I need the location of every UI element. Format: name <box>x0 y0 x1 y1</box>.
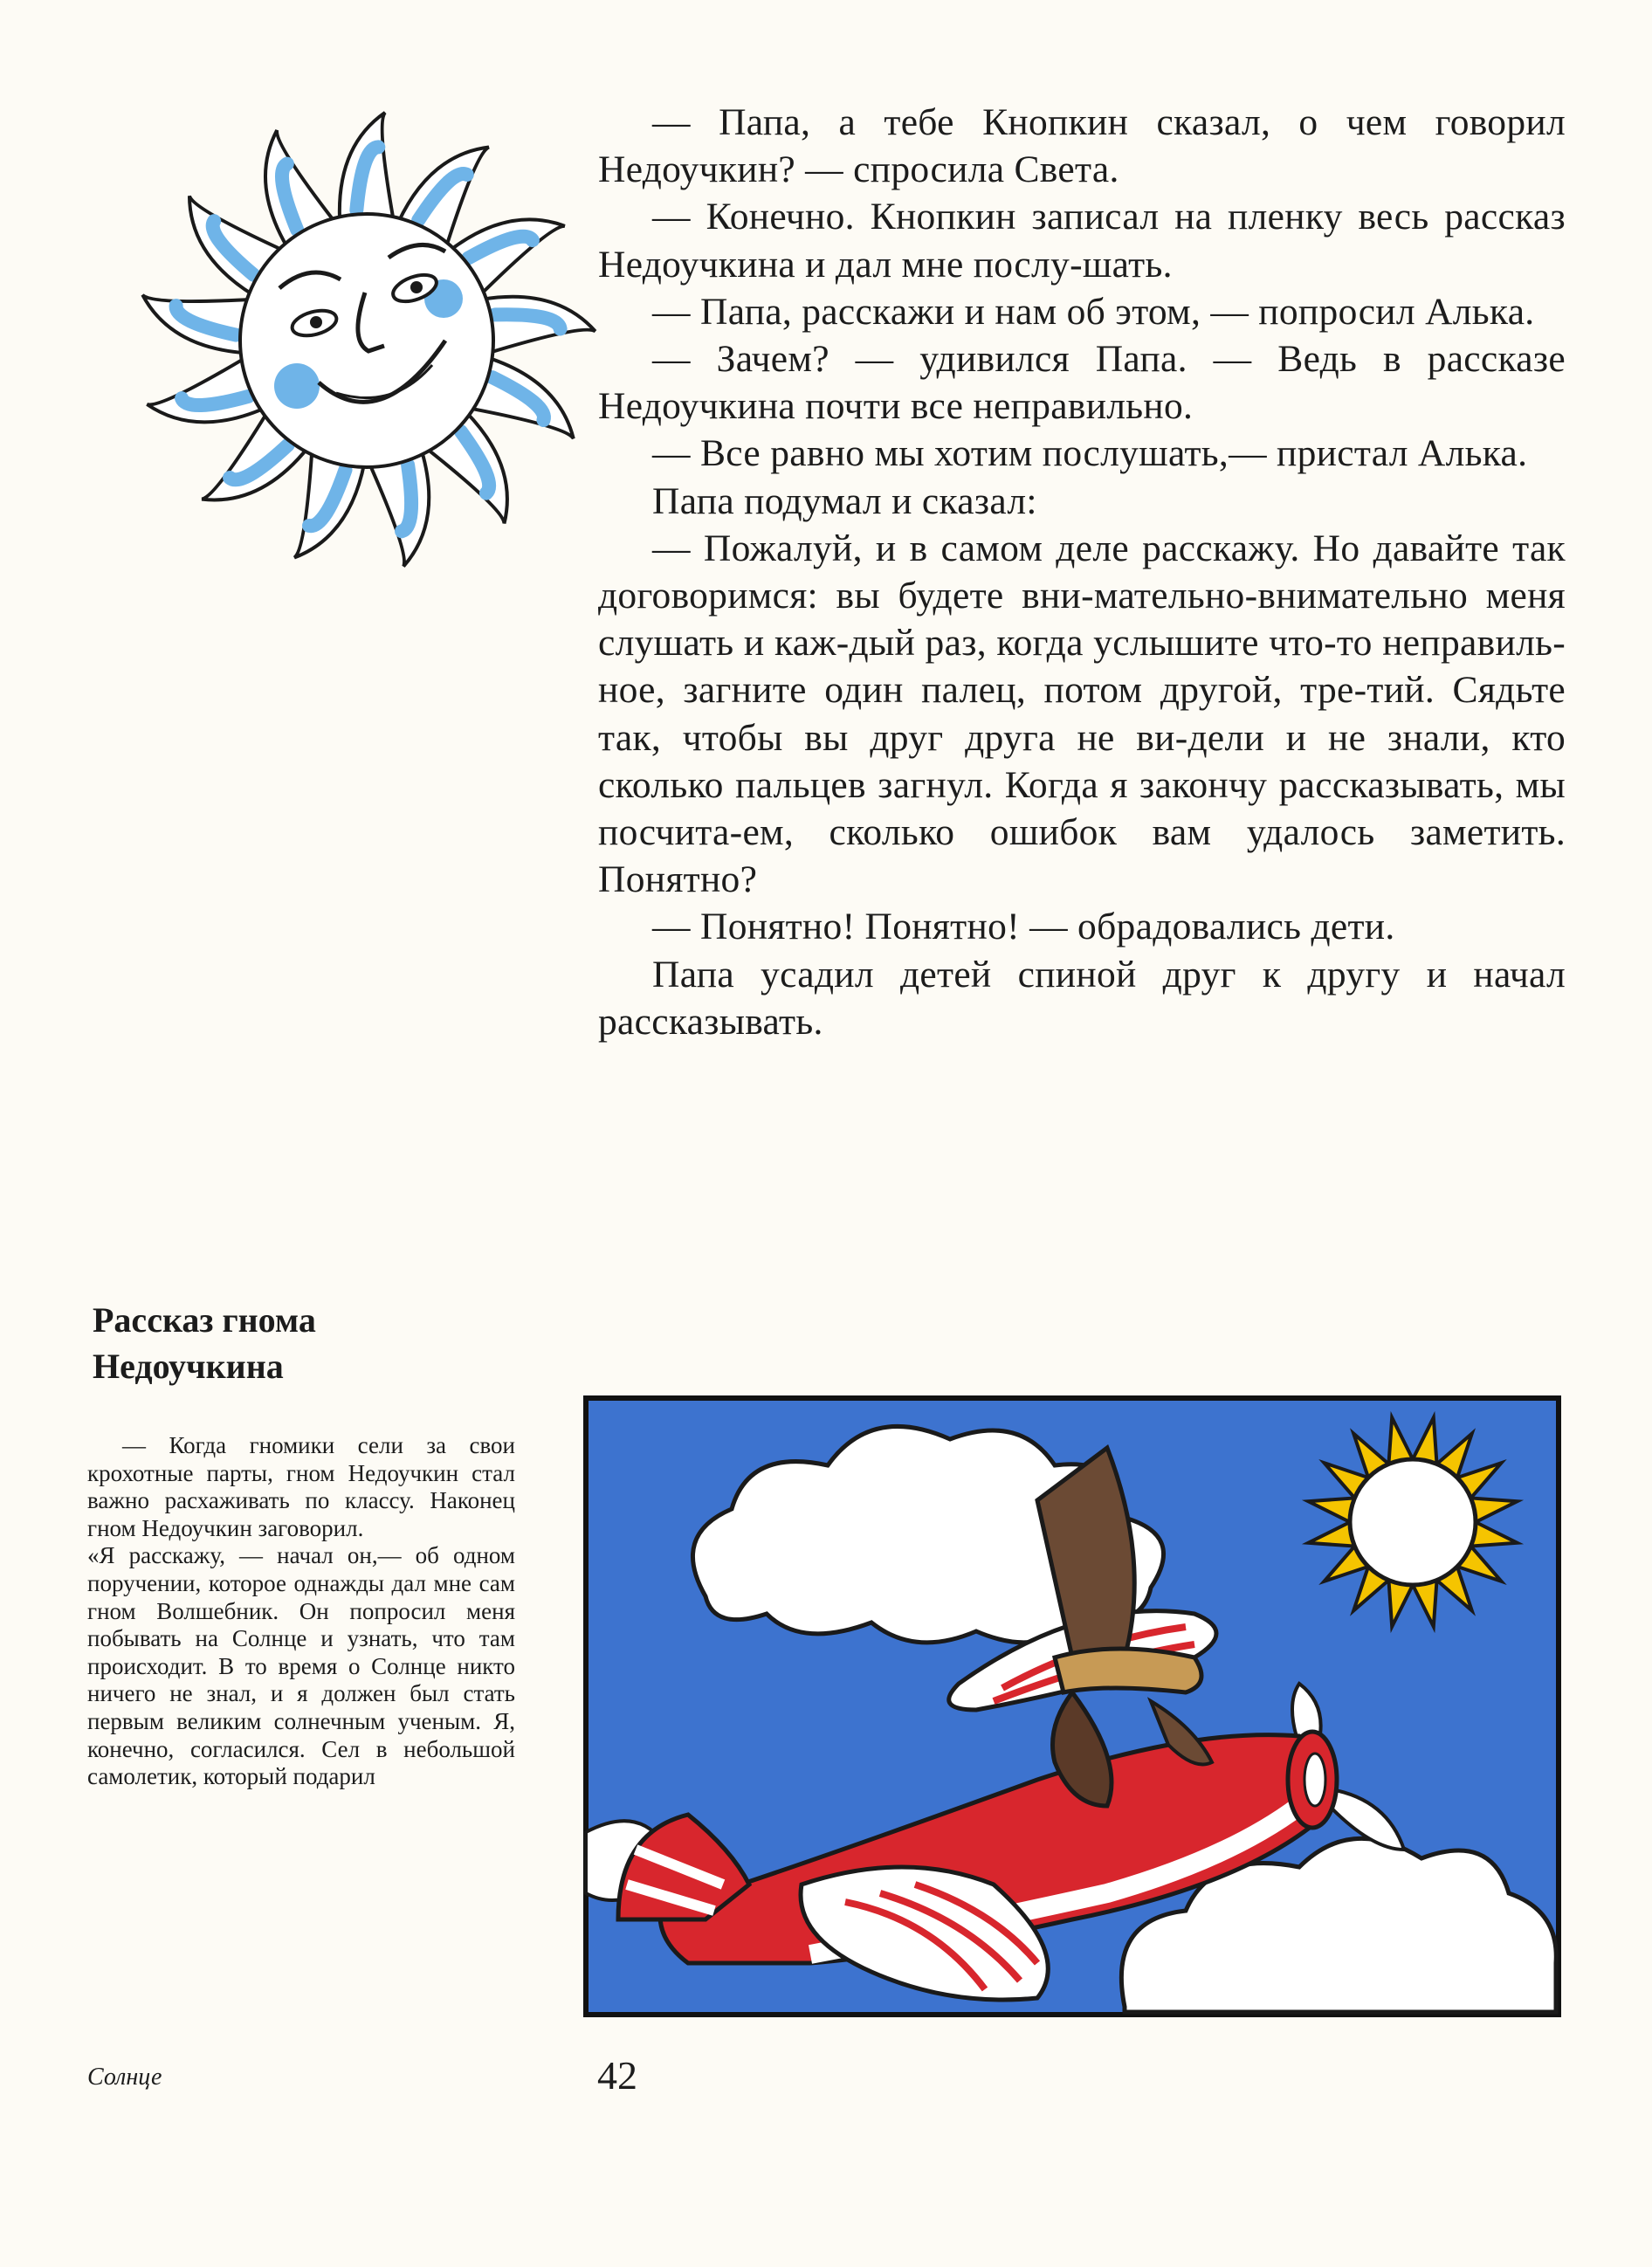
paragraph: — Понятно! Понятно! — обрадовались дети. <box>652 906 1395 948</box>
paragraph: — Папа, расскажи и нам об этом, — попросил Алька. <box>652 290 1535 333</box>
page-number: 42 <box>597 2053 637 2098</box>
paragraph: — Зачем? — удивился Папа. — Ведь в рассказе Недоучкина почти все неправильно. <box>598 338 1566 428</box>
main-text <box>598 99 1566 1045</box>
paragraph: — Все равно мы хотим послушать,— пристал Алька. <box>652 432 1528 475</box>
paragraph: — Папа, а тебе Кнопкин сказал, о чем говорил Недоучкин? — спросила Света. <box>598 101 1566 191</box>
running-footer-title: Солнце <box>87 2064 162 2091</box>
smiling-sun-illustration <box>131 105 602 576</box>
paragraph: — Конечно. Кнопкин записал на пленку весь рассказ Недоучкина и дал мне послу-шать. <box>598 196 1566 286</box>
sidebar-paragraph: «Я расскажу, — начал он,— об одном поручении, которое однажды дал мне сам гном Волшебник. Он попросил меня побывать на Солнце и узнать, что там происходит. В то время о Солнце никто ничего не знал, и я должен был стать первым великим солнечным ученым. Я, конечно, согласился. Сел в небольшой самолетик, который подарил <box>87 1542 515 1790</box>
paragraph: Папа подумал и сказал: <box>652 479 1037 522</box>
sidebar-text <box>87 1432 515 1791</box>
gnome-airplane-illustration <box>583 1395 1561 2017</box>
sidebar-paragraph: — Когда гномики сели за свои крохотные парты, гном Недоучкин стал важно расхаживать по классу. Наконец гном Недоучкин заговорил. <box>87 1432 515 1541</box>
paragraph: — Пожалуй, и в самом деле расскажу. Но давайте так договоримся: вы будете вни-мательно-внимательно меня слушать и каж-дый раз, когда услышите что-то неправиль-ное, загните один палец, потом другой, тре-тий. Сядьте так, чтобы вы друг друга не ви-дели и не знали, кто сколько пальцев загнул. Когда я закончу рассказывать, мы посчита-ем, сколько ошибок вам удалось заметить. Понятно? <box>598 527 1566 901</box>
paragraph: Папа усадил детей спиной друг к другу и начал рассказывать. <box>598 953 1566 1043</box>
sidebar-title: Рассказ гнома Недоучкина <box>93 1300 316 1386</box>
